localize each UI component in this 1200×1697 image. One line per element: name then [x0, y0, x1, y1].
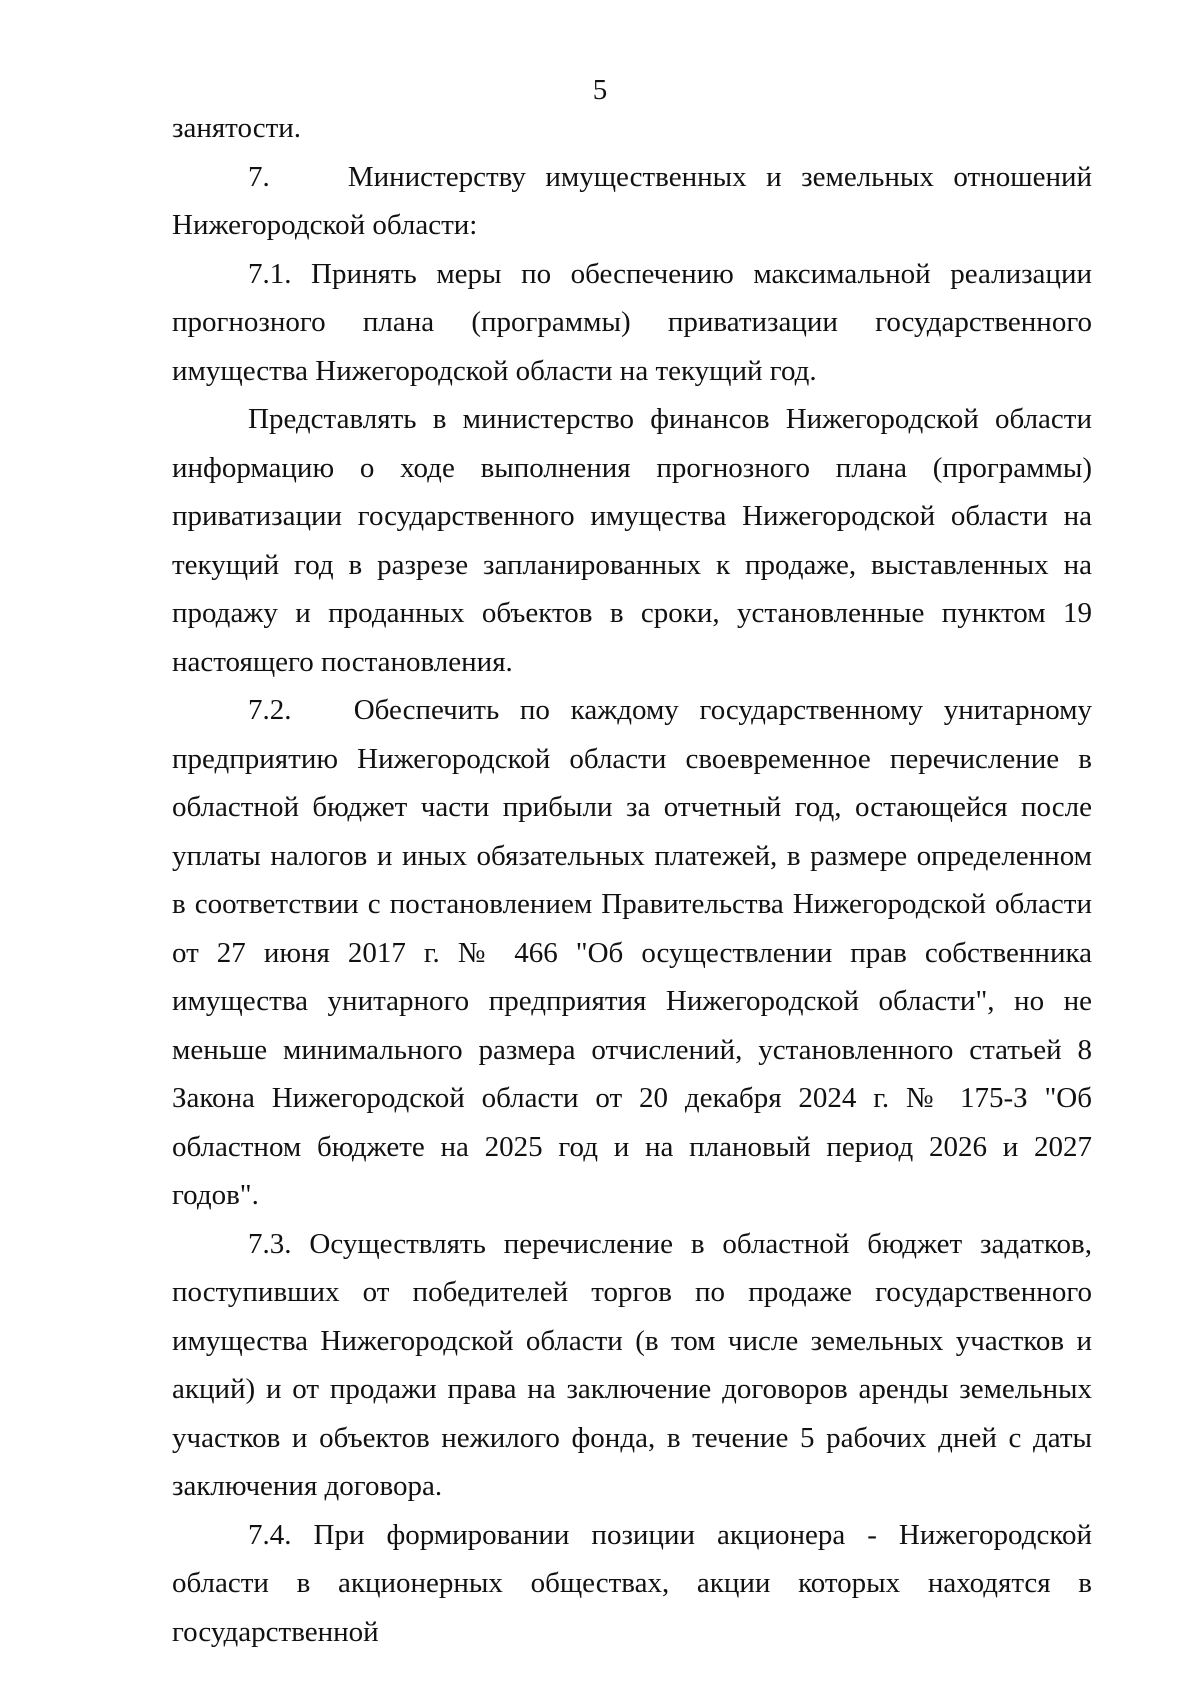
- paragraph-item-7-1: 7.1. Принять меры по обеспечению максимальной реализации прогнозного плана (программы) приватизации государственного имущества Нижегородской области на текущий год.: [172, 257, 1092, 387]
- paragraph-continuation: занятости.: [172, 112, 302, 144]
- document-body: [172, 104, 1092, 1656]
- paragraph-item-7-2: 7.2. Обеспечить по каждому государственному унитарному предприятию Нижегородской области своевременное перечисление в областной бюджет части прибыли за отчетный год, остающейся после уплаты налогов и иных обязательных платежей, в размере определенном в соответствии с постановлением Правительства Нижегородской области от 27 июня 2017 г. № 466 "Об осуществлении прав собственника имущества унитарного предприятия Нижегородской области", но не меньше минимального размера отчислений, установленного статьей 8 Закона Нижегородской области от 20 декабря 2024 г. № 175-З "Об областном бюджете на 2025 год и на плановый период 2026 и 2027 годов".: [172, 694, 1092, 1211]
- paragraph-item-7: 7. Министерству имущественных и земельных отношений Нижегородской области:: [172, 160, 1092, 241]
- paragraph-item-7-1-report: Представлять в министерство финансов Нижегородской области информацию о ходе выполнения прогнозного плана (программы) приватизации государственного имущества Нижегородской области на текущий год в разрезе запланированных к продаже, выставленных на продажу и проданных объектов в сроки, установленные пунктом 19 настоящего постановления.: [172, 403, 1092, 678]
- paragraph-item-7-4: 7.4. При формировании позиции акционера - Нижегородской области в акционерных обществах, акции которых находятся в государственной: [172, 1518, 1092, 1648]
- page-number: 5: [592, 74, 608, 106]
- paragraph-item-7-3: 7.3. Осуществлять перечисление в областной бюджет задатков, поступивших от победителей торгов по продаже государственного имущества Нижегородской области (в том числе земельных участков и акций) и от продажи права на заключение договоров аренды земельных участков и объектов нежилого фонда, в течение 5 рабочих дней с даты заключения договора.: [172, 1227, 1092, 1502]
